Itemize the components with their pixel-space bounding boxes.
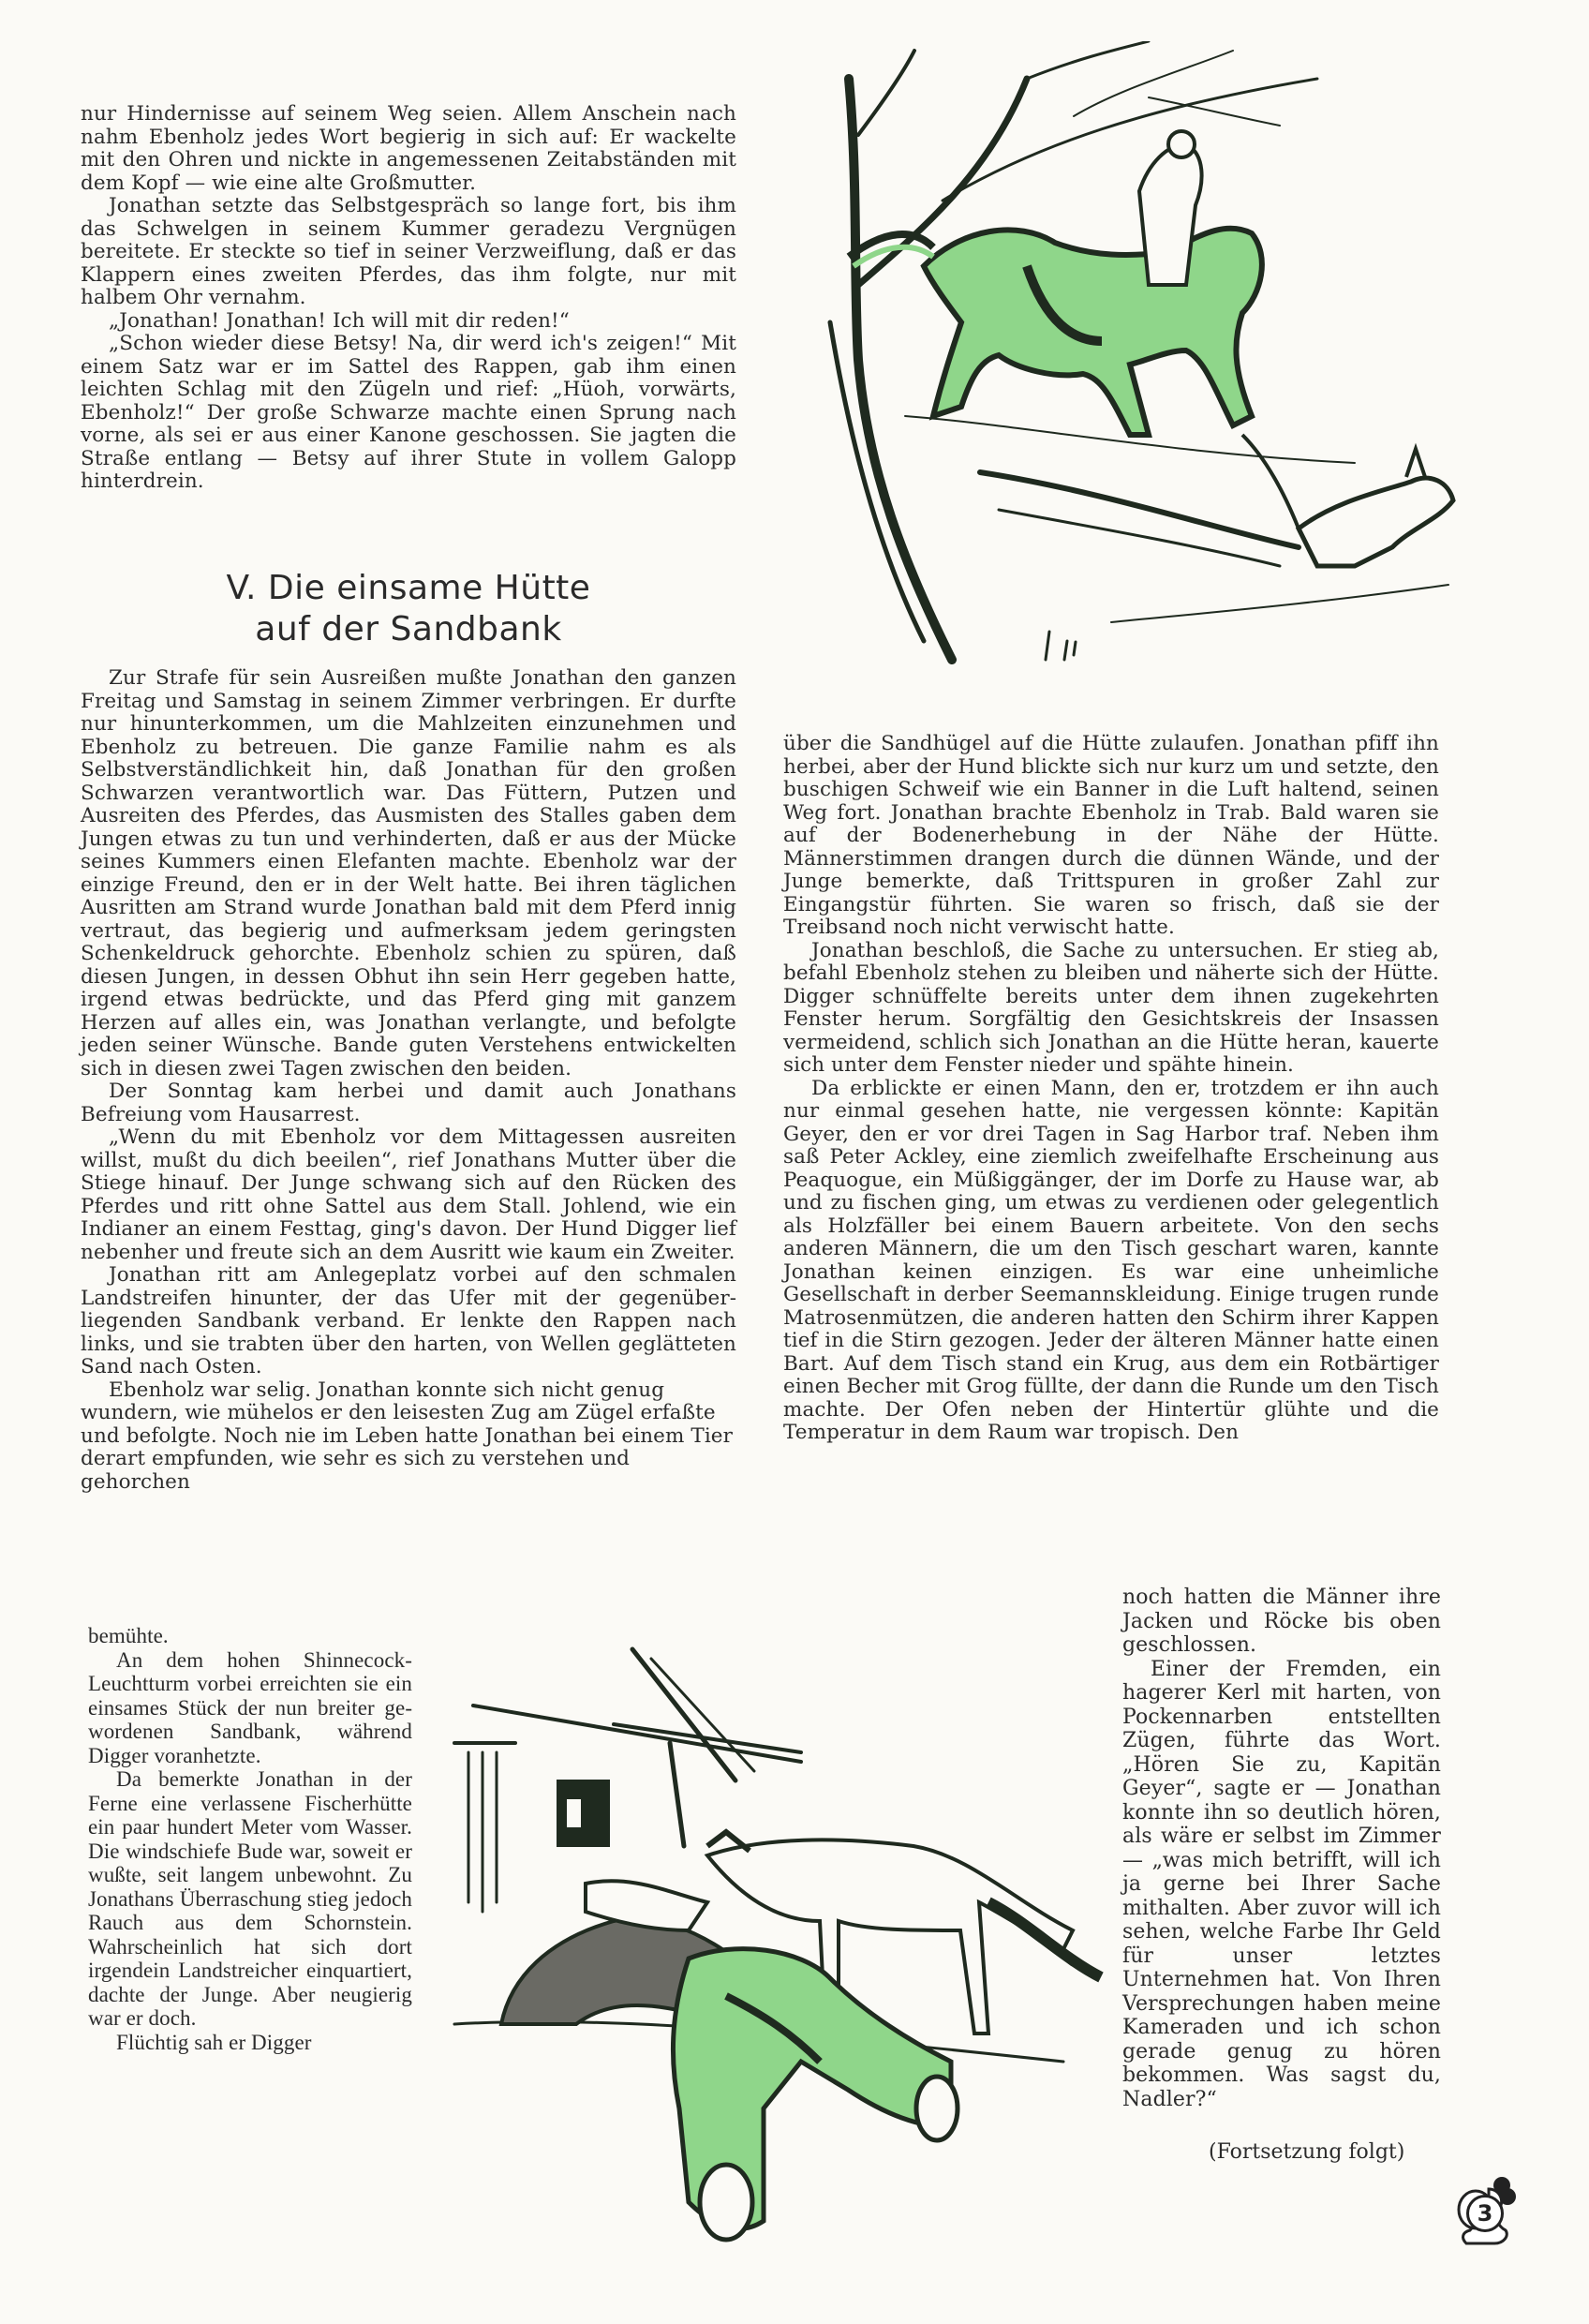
tree-branch: [858, 51, 914, 135]
dog-tail: [1242, 435, 1299, 529]
hut-roof-line: [473, 1706, 801, 1762]
hut-roof-strut: [651, 1659, 754, 1771]
story-column-right-narrow: [1122, 1586, 1441, 2111]
horse-rider-illustration-svg: [793, 41, 1458, 716]
paragraph: Der Sonntag kam herbei und damit auch Jonathans Befreiung vom Hausarrest.: [81, 1080, 736, 1126]
continuation-note: (Fortsetzung folgt): [1209, 2140, 1405, 2164]
horse-body: [924, 229, 1262, 435]
rider-head: [1168, 131, 1195, 157]
horse-rider-dog-illustration: [793, 41, 1458, 716]
horse: [849, 229, 1262, 435]
paragraph: „Wenn du mit Ebenholz vor dem Mittagessen ausreiten willst, mußt du dich beeilen“, rief Jonathans Mutter über die Stiege hinauf. Der Junge schwang sich auf den Rücken des Pferdes und ritt ohne Sattel aus dem Stall. Johlend, wie ein Indianer an einem Festtag, ging's davon. Der Hund Digger lief nebenher und freute sich an dem Ausritt wie kaum ein Zweiter.: [81, 1125, 736, 1264]
paragraph: nur Hindernisse auf seinem Weg seien. Allem Anschein nach nahm Ebenholz jedes Wort begierig in sich auf: Er wackelte mit den Ohren und nickte in angemessenen Zeitabständen mit dem Kopf — wie eine alte Großmutter.: [81, 102, 736, 195]
paragraph: noch hatten die Männer ihre Jacken und Röcke bis oben geschlossen.: [1122, 1586, 1441, 1657]
paragraph: Einer der Fremden, ein hagerer Kerl mit harten, von Pockennarben entstellten Zügen, führte das Wort. „Hören Sie zu, Kapitän Geyer“, sagte er — Jonathan konnte ihn so deutlich hören, als wäre er selbst im Zimmer — „was mich betrifft, will ich ja gerne bei Ihrer Sache mithalten. Aber zuvor will ich sehen, welche Farbe Ihr Geld für unser letztes Unternehmen hat. Von Ihren Versprechungen haben meine Kameraden und ich schon gerade genug zu hören bekommen. Was sagst du, Nadler?“: [1122, 1657, 1441, 2111]
paragraph: Flüchtig sah er Digger: [116, 2030, 312, 2054]
grass-strokes: [1046, 632, 1076, 660]
paragraph: Da bemerkte Jonathan in der Ferne eine verlassene Fischerhütte ein paar hundert Meter vom Wasser. Die windschiefe Bude war, soweit er wußte, seit langem unbewohnt. Zu Jonathans Überraschung stieg jedoch Rauch aus dem Schornstein. Wahrscheinlich hat sich dort irgendein Landstreicher einquartiert, dachte der Junge. Aber neugierig war er doch.: [88, 1767, 412, 2030]
tree-branch: [1027, 41, 1149, 79]
story-column-left-main: [81, 667, 736, 1494]
ground-shadow: [999, 510, 1280, 566]
chapter-heading-line: V. Die einsame Hütte: [226, 569, 591, 607]
hut-wall-edge: [670, 1743, 684, 1846]
chapter-heading-line: auf der Sandbank: [255, 610, 562, 648]
hut-roof-strut: [632, 1649, 735, 1780]
man-boot: [700, 2165, 752, 2240]
page-number: 3: [1466, 2195, 1504, 2232]
paragraph: Jonathan ritt am Anlegeplatz vorbei auf den schmalen Landstreifen hinunter, der das Ufer mit der gegenüberliegenden Sandbank verband. Er lenkte den Rappen nach links, und sie trabten über den harten, von Wellen geglätteten Sand nach Osten.: [81, 1263, 736, 1378]
hut-scene-illustration-svg: [426, 1621, 1120, 2296]
hut-wall-left: [468, 1752, 497, 1912]
paragraph: Jonathan beschloß, die Sache zu untersuchen. Er stieg ab, befahl Ebenholz stehen zu bleiben und näherte sich der Hütte. Digger schnüffelte bereits unter dem ihnen zugekehrten Fenster herum. Sorgfältig den Gesichtskreis der Insassen vermeidend, schlich sich Jonathan an die Hütte heran, kauerte sich unter dem Fenster nieder und spähte hinein.: [783, 938, 1439, 1077]
dog-body: [1299, 478, 1453, 566]
dog: [1242, 435, 1453, 566]
paragraph: Jonathan setzte das Selbstgespräch so lange fort, bis ihm das Schwelgen in seinem Kummer geradezu Vergnügen bereitete. Er steckte so tief in seiner Verzweiflung, daß er das Klappern eines zweiten Pferdes, das ihm folgte, nur mit halbem Ohr vernahm.: [81, 194, 736, 309]
hut-window: [557, 1780, 609, 1846]
tree-twig: [1074, 51, 1233, 116]
paragraph: Ebenholz war selig. Jonathan konnte sich nicht genug wundern, wie mühelos er den leisesten Zug am Zügel erfaßte und befolgte. Noch nie im Leben hatte Jonathan bei einem Tier derart empfunden, wie sehr es sich zu verstehen und gehorchen: [81, 1378, 733, 1494]
man-boot: [916, 2077, 958, 2140]
paragraph: über die Sandhügel auf die Hütte zulaufen. Jonathan pfiff ihn herbei, aber der Hund blickte sich nur kurz um und setzte, den buschigen Schweif wie ein Banner in die Luft haltend, seinen Weg fort. Jonathan brachte Ebenholz in Trab. Bald waren sie auf der Bodenerhebung in der Nähe der Hütte. Männerstimmen drangen durch die dünnen Wände, und der Junge bemerkte, daß Trittspuren in großer Zahl zur Eingangstür führten. Sie waren so frisch, daß sie der Treibsand noch nicht verwischt hatte.: [783, 732, 1439, 939]
hut-horse-lying-man-illustration: [426, 1621, 1120, 2296]
story-column-right-main: [783, 733, 1439, 1445]
dog-ear: [1406, 449, 1425, 477]
lying-man: [501, 1881, 958, 2240]
paragraph: „Jonathan! Jonathan! Ich will mit dir reden!“: [109, 308, 570, 333]
paragraph: Da erblickte er einen Mann, den er, trotzdem er ihn auch nur einmal gesehen hatte, nie vergessen könnte: Kapitän Geyer, den er vor drei Tagen in Sag Harbor traf. Neben ihm saß Peter Ackley, eine ziemlich zweifelhafte Erscheinung aus Peaquogue, ein Müßiggänger, der im Dorfe zu Hause war, ab und zu fischen ging, um etwas zu verdienen oder gelegentlich als Holzfäller bei einem Bauern arbeitete. Von den sechs anderen Männern, die um den Tisch geschart waren, kannte Jonathan keinen einzigen. Es war eine unheimliche Gesellschaft in derber Seemannskleidung. Einige trugen runde Matrosenmützen, die anderen hatten den Schirm ihrer Kappen tief in die Stirn gezogen. Jeder der älteren Männer hatte einen Bart. Auf dem Tisch stand ein Krug, aus dem ein Rotbärtiger einen Becher mit Grog füllte, der dann die Runde um den Tisch machte. Der Ofen neben der Hintertür glühte und die Temperatur in dem Raum war tropisch. Den: [783, 1076, 1439, 1444]
paragraph: Zur Strafe für sein Ausreißen mußte Jonathan den ganzen Freitag und Samstag in seinem Zimmer verbringen. Er durfte nur hinunterkommen, um die Mahlzeiten einzunehmen und Ebenholz zu betreuen. Die ganze Familie nahm es als Selbstverständlichkeit hin, daß Jonathan für den großen Schwarzen verantwortlich war. Das Füttern, Putzen und Ausreiten des Pferdes, das Ausmisten des Stalles gaben dem Jungen etwas zu tun und verhinderten, daß er aus der Mücke seines Kummers einen Elefanten machte. Ebenholz war der einzige Freund, den er in der Welt hatte. Bei ihren täglichen Ausritten am Strand wurde Jonathan bald mit dem Pferd innig vertraut, das begierig und aufmerksam jedem geringsten Schenkeldruck gehorchte. Ebenholz schien zu spüren, daß diesen Jungen, in dessen Obhut ihn sein Herr gegeben hatte, irgend etwas bedrückte, und das Pferd ging mit ganzem Herzen auf alles ein, was Jonathan verlangte, und befolgte jeden seiner Wünsche. Bande guten Verstehens entwickelten sich in diesen zwei Tagen zwischen den beiden.: [81, 666, 736, 1080]
story-column-left-narrow: [88, 1624, 412, 2054]
mouse-drum-page-number-icon: [1448, 2176, 1522, 2251]
chapter-heading: [81, 568, 736, 650]
hut-window-pane: [567, 1799, 581, 1827]
paragraph: An dem hohen Shinnecock-Leuchtturm vorbei erreichten sie ein einsames Stück der nun breiter gewordenen Sandbank, während Digger voranhetzte.: [88, 1647, 412, 1767]
paragraph: bemühte.: [88, 1624, 169, 1647]
ground-line: [1111, 585, 1448, 622]
tree-twig: [1149, 97, 1280, 126]
tree-trunk: [849, 79, 952, 660]
story-column-left-top: [81, 103, 736, 494]
paragraph: „Schon wieder diese Betsy! Na, dir werd ich's zeigen!“ Mit einem Satz war er im Sattel des Rappen, gab ihm einen leichten Schlag mit den Zügeln und rief: „Hüoh, vorwärts, Ebenholz!“ Der große Schwarze machte einen Sprung nach vorne, als sei er aus einer Kanone geschossen. Sie jagten die Straße entlang — Betsy auf ihrer Stute in vollem Galopp hinterdrein.: [81, 332, 736, 493]
